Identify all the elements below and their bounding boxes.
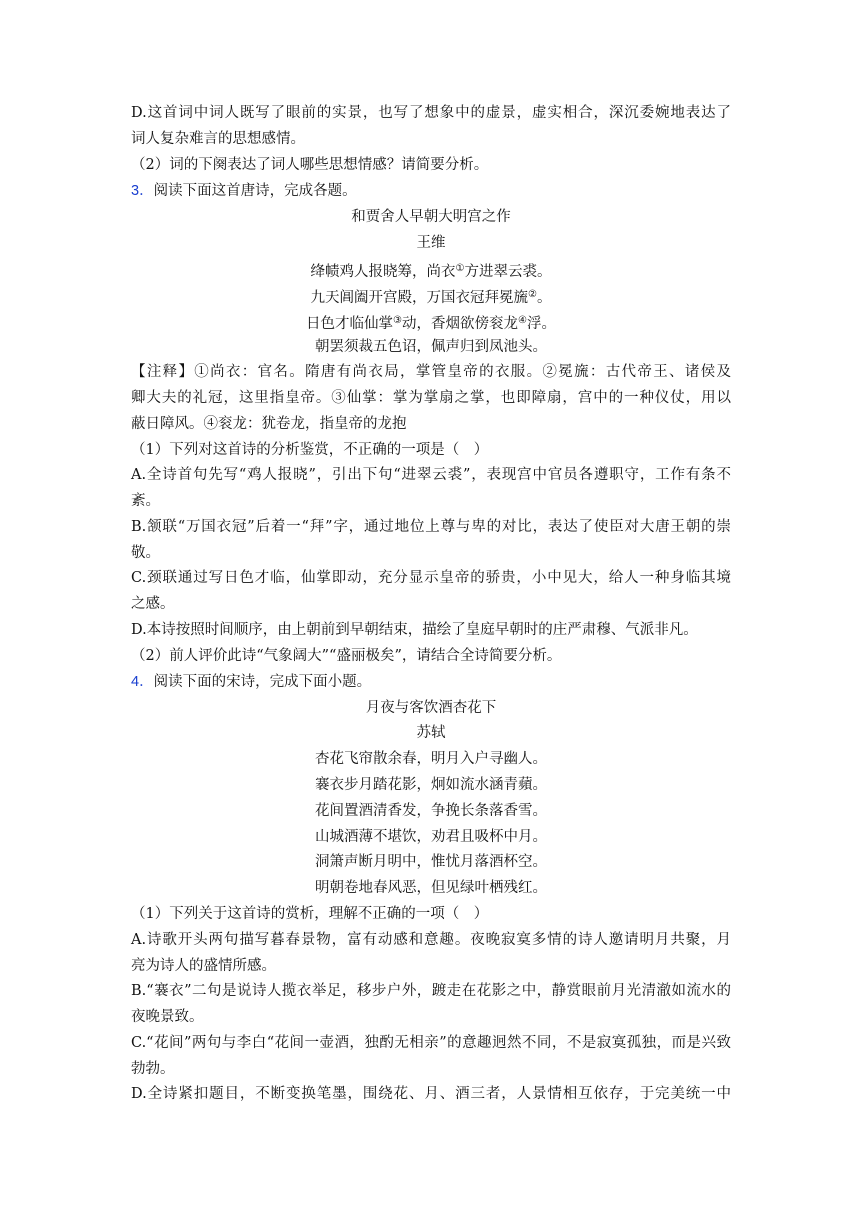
option-a-cont: 亮为诗人的盛情所感。 [131, 958, 276, 974]
poem-line: 杏花飞帘散余春，明月入户寻幽人。 [315, 751, 547, 767]
option-c-cont: 勃勃。 [131, 1061, 175, 1077]
question-3-heading [131, 180, 731, 202]
option-c: C.颈联通过写日色才临，仙掌即动，充分显示皇帝的骄贵，小中见大，给人一种身临其境 [131, 570, 731, 586]
poem-line: 褰衣步月踏花影，炯如流水涵青蘋。 [315, 777, 547, 793]
question-intro: 阅读下面的宋诗，完成下面小题。 [153, 674, 372, 690]
poem-line: 日色才临仙掌③动，香烟欲傍衮龙④浮。 [306, 315, 556, 332]
option-b: B.颔联“万国衣冠”后着一“拜”字，通过地位上尊与卑的对比，表达了使臣对大唐王朝的崇 [131, 519, 731, 535]
notes-line: 蔽日障风。④衮龙：犹卷龙，指皇帝的龙抱 [131, 416, 407, 432]
question-number: 3． [131, 183, 154, 199]
sub-question-2: （2）前人评价此诗“气象阔大”“盛丽极矣”，请结合全诗简要分析。 [131, 648, 562, 664]
poem-line: 九天阊阖开宫殿，万国衣冠拜冕旒②。 [310, 289, 552, 306]
option-c-cont: 之感。 [131, 596, 175, 612]
poem-author: 王维 [416, 235, 446, 251]
notes-line: 【注释】①尚衣：官名。隋唐有尚衣局，掌管皇帝的衣服。②冕旒：古代帝王、诸侯及 [131, 364, 731, 380]
footnote-marker: ① [455, 263, 465, 274]
poem-line: 明朝卷地春风恶，但见绿叶栖残红。 [315, 880, 547, 896]
poem-line: 山城酒薄不堪饮，劝君且吸杯中月。 [315, 829, 547, 845]
option-b: B.“褰衣”二句是说诗人揽衣举足，移步户外，踱走在花影之中，静赏眼前月光清澈如流水的 [131, 983, 731, 999]
sub-question-1: （1）下列关于这首诗的赏析，理解不正确的一项（ ） [131, 906, 489, 922]
poem-author: 苏轼 [416, 725, 446, 741]
option-b-cont: 夜晚景致。 [131, 1009, 204, 1025]
option-d: D.本诗按照时间顺序，由上朝前到早朝结束，描绘了皇庭早朝时的庄严肃穆、气派非凡。 [131, 622, 698, 638]
option-b-cont: 敬。 [131, 545, 160, 561]
footnote-marker: ③ [393, 315, 402, 326]
option-a: A.全诗首句先写“鸡人报晓”，引出下句“进翠云裘”，表现宫中官员各遵职守，工作有条不 [131, 467, 731, 483]
poem-title: 和贾舍人早朝大明宫之作 [351, 209, 511, 225]
poem-title: 月夜与客饮酒杏花下 [365, 700, 497, 716]
sub-question-1: （1）下列对这首诗的分析鉴赏，不正确的一项是（ ） [131, 442, 489, 458]
poem-line: 朝罢须裁五色诏，佩声归到凤池头。 [315, 339, 547, 355]
question-number: 4． [131, 674, 154, 690]
prev-option-d-line2: 词人复杂难言的思想感情。 [131, 131, 305, 147]
prev-question-2: （2）词的下阕表达了词人哪些思想情感？请简要分析。 [131, 157, 489, 173]
poem-line: 绛帻鸡人报晓筹，尚衣①方进翠云裘。 [310, 263, 552, 280]
option-c: C.“花间”两句与李白“花间一壶酒，独酌无相亲”的意趣迥然不同，不是寂寞孤独，而是兴致 [131, 1035, 731, 1051]
footnote-marker: ④ [518, 315, 527, 326]
notes-line: 卿大夫的礼冠，这里指皇帝。③仙掌：掌为掌扇之掌，也即障扇，宫中的一种仪仗，用以 [131, 390, 731, 406]
footnote-marker: ② [528, 289, 537, 300]
prev-option-d-line1: D.这首词中词人既写了眼前的实景，也写了想象中的虚景，虚实相合，深沉委婉地表达了 [131, 105, 731, 121]
poem-line: 花间置酒清香发，争挽长条落香雪。 [315, 803, 547, 819]
poem-line: 洞箫声断月明中，惟忧月落酒杯空。 [315, 854, 547, 870]
option-a: A.诗歌开头两句描写暮春景物，富有动感和意趣。夜晚寂寞多情的诗人邀请明月共聚，月 [131, 932, 731, 948]
option-a-cont: 紊。 [131, 493, 160, 509]
option-d: D.全诗紧扣题目，不断变换笔墨，围绕花、月、酒三者，人景情相互依存，于完美统一中 [131, 1086, 731, 1102]
question-intro: 阅读下面这首唐诗，完成各题。 [153, 183, 357, 199]
question-4-heading [131, 671, 731, 693]
